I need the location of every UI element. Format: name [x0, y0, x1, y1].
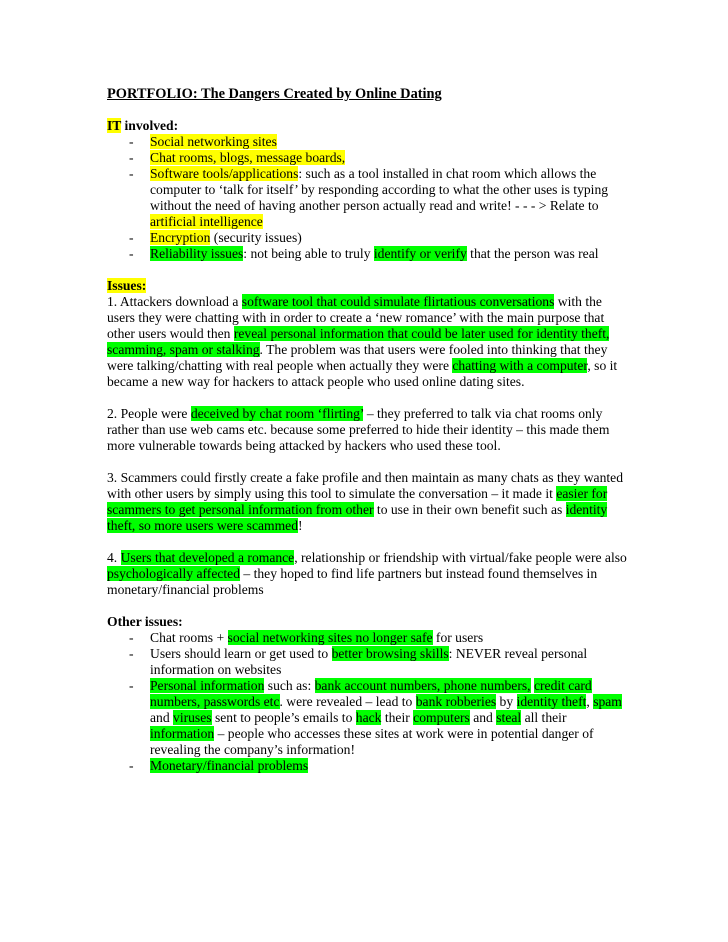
text-run: : NEVER reveal personal information on websites [150, 646, 588, 677]
highlight: Monetary/financial problems [150, 758, 309, 773]
document-page [107, 86, 627, 774]
issue-paragraph-4 [107, 550, 627, 598]
list-item [107, 230, 627, 246]
text-run: ! [298, 518, 303, 533]
list-item [107, 646, 627, 678]
highlight: identify or verify [373, 246, 467, 261]
it-heading-rest: involved: [121, 118, 179, 133]
highlight: information [150, 726, 215, 741]
highlight: psychologically affected [107, 566, 240, 581]
it-list [107, 134, 627, 262]
highlight: Software tools/applications [150, 166, 299, 181]
list-item [107, 150, 627, 166]
highlight: easier for scammers to get personal information from other [107, 486, 608, 517]
issue-paragraph-1 [107, 294, 627, 390]
text-run: and [150, 710, 174, 725]
highlight: spam [593, 694, 622, 709]
highlight: reveal personal information that could be later used for identity theft, scamming, spam or stalking [107, 326, 610, 357]
text-run: sent to people’s emails to [211, 710, 356, 725]
list-item [107, 678, 627, 758]
other-issues-list [107, 630, 627, 774]
highlight: Reliability issues [150, 246, 244, 261]
text-run: 2. People were [107, 406, 191, 421]
highlight: Issues: [107, 278, 147, 293]
highlight: Users that developed a romance [120, 550, 295, 565]
text-run: and [469, 710, 497, 725]
highlight: computers [413, 710, 470, 725]
text-run: Chat rooms + [150, 630, 228, 645]
list-item [107, 166, 627, 230]
highlight: bank account numbers, phone numbers, [314, 678, 531, 693]
highlight: Chat rooms, blogs, message boards, [150, 150, 346, 165]
text-run: to use in their own benefit such as [373, 502, 566, 517]
highlight: steal [496, 710, 522, 725]
highlight: hack [355, 710, 382, 725]
text-run: by [496, 694, 517, 709]
list-item [107, 134, 627, 150]
text: that the person was real [466, 246, 599, 261]
highlight: Encryption [150, 230, 211, 245]
text-run: , [586, 694, 594, 709]
text-run: – they hoped to find life partners but instead found themselves in monetary/financial problems [107, 566, 598, 597]
highlight: Personal information [150, 678, 265, 693]
highlight: social networking sites no longer safe [227, 630, 433, 645]
highlight: identity theft, so more users were scammed [107, 502, 608, 533]
highlight: viruses [173, 710, 212, 725]
text: : not being able to truly [243, 246, 374, 261]
text-run: , so it became a new way for hackers to attack people who used online dating sites. [107, 358, 618, 389]
document-title: PORTFOLIO: The Dangers Created by Online Dating [107, 86, 442, 102]
text: : such as a tool installed in chat room which allows the computer to ‘talk for itself’ by responding according to what the other uses is typing without the need of having another person actually read and write! - - - > Relate to [150, 166, 609, 213]
highlight: Social networking sites [150, 134, 277, 149]
list-item [107, 758, 627, 774]
text-run: , relationship or friendship with virtual/fake people were also [294, 550, 627, 565]
text-run: – people who accesses these sites at work were in potential danger of revealing the company’s information! [150, 726, 594, 757]
issue-paragraph-3 [107, 470, 627, 534]
text-run: with the users they were chatting with in order to create a ‘new romance’ with the main purpose that other users would then [107, 294, 605, 341]
highlight: deceived by chat room ‘flirting’ [190, 406, 364, 421]
issue-paragraph-2 [107, 406, 627, 454]
highlight: better browsing skills [331, 646, 449, 661]
text-run: their [381, 710, 414, 725]
highlight: identity theft [516, 694, 587, 709]
list-item [107, 630, 627, 646]
highlight: software tool that could simulate flirtatious conversations [241, 294, 555, 309]
it-heading-highlight: IT [107, 118, 122, 133]
text-run: . were revealed – lead to [279, 694, 416, 709]
text-run: . The problem was that users were fooled into thinking that they were talking/chatting with real people when actually they were [107, 342, 608, 373]
highlight: bank robberies [415, 694, 497, 709]
highlight: credit card numbers, passwords etc [150, 678, 592, 709]
text-run: 1. Attackers download a [107, 294, 242, 309]
highlight: artificial intelligence [150, 214, 263, 229]
text: (security issues) [210, 230, 302, 245]
text-run: all their [521, 710, 567, 725]
list-item [107, 246, 627, 262]
text-run: for users [432, 630, 484, 645]
text-run: Users should learn or get used to [150, 646, 332, 661]
issues-heading [107, 278, 627, 294]
it-heading [107, 118, 627, 134]
text-run: 3. Scammers could firstly create a fake profile and then maintain as many chats as they wanted with other users by simply using this tool to simulate the conversation – it made it [107, 470, 623, 501]
highlight: chatting with a computer [452, 358, 588, 373]
other-issues-heading: Other issues: [107, 614, 183, 629]
text-run: – they preferred to talk via chat rooms only rather than use web cams etc. because some preferred to hide their identity – this made them more vulnerable towards being attacked by hackers who used these tool. [107, 406, 610, 453]
text-run: such as: [264, 678, 315, 693]
text-run: 4. [107, 550, 121, 565]
